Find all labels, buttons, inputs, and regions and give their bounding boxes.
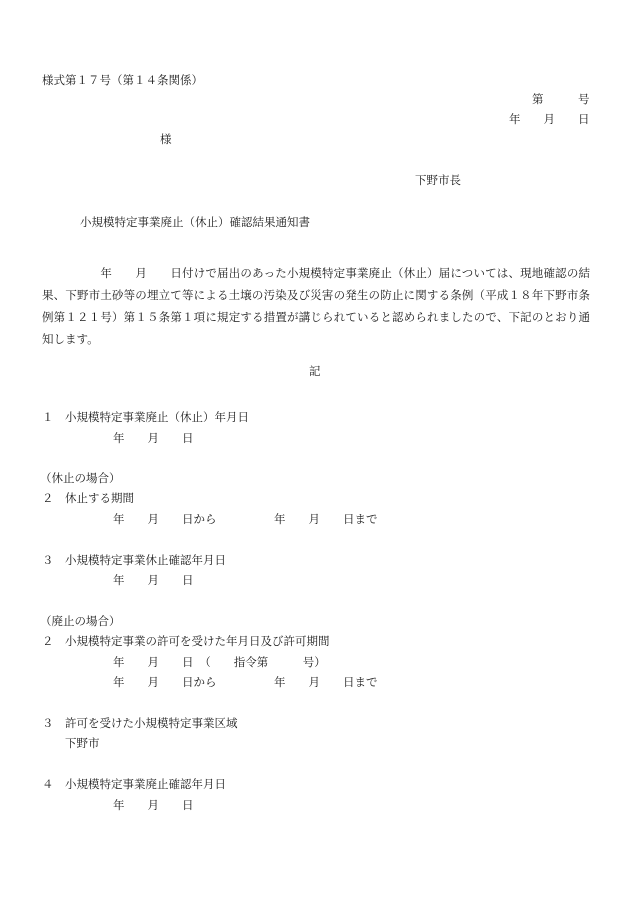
abolition-item-3-value: 下野市 [65,736,100,750]
suspension-item-2-label: ２ 休止する期間 [42,491,134,505]
abolition-item-4-date: 年 月 日 [113,798,194,812]
suspension-item-3-date: 年 月 日 [113,573,194,587]
item-1-date: 年 月 日 [113,431,194,445]
ki-heading: 記 [309,364,321,378]
abolition-heading: （廃止の場合） [40,614,121,628]
suspension-heading: （休止の場合） [40,471,121,485]
abolition-item-2-date: 年 月 日 （ 指令第 号） [113,655,326,669]
item-1-label: １ 小規模特定事業廃止（休止）年月日 [42,410,249,424]
abolition-item-2-label: ２ 小規模特定事業の許可を受けた年月日及び許可期間 [42,634,330,648]
abolition-item-3-label: ３ 許可を受けた小規模特定事業区域 [42,716,238,730]
issuer-name: 下野市長 [415,173,461,187]
suspension-item-2-period: 年 月 日から 年 月 日まで [113,512,378,526]
abolition-item-4-label: ４ 小規模特定事業廃止確認年月日 [42,777,226,791]
document-title: 小規模特定事業廃止（休止）確認結果通知書 [80,215,310,229]
document-number: 第 号 [532,92,590,106]
form-number: 様式第１７号（第１４条関係） [42,73,203,87]
body-paragraph: 年 月 日付けで届出のあった小規模特定事業廃止（休止）届については、現地確認の結果、下野市土砂等の埋立て等による土壌の汚染及び災害の発生の防止に関する条例（平成１８年下野市条例第１２１号）第１５条第１項に規定する措置が講じられていると認められましたので、下記のとおり通知します。 [42,266,590,346]
suspension-item-3-label: ３ 小規模特定事業休止確認年月日 [42,553,226,567]
abolition-item-2-period: 年 月 日から 年 月 日まで [113,675,378,689]
addressee-sama: 様 [160,132,172,146]
issue-date: 年 月 日 [509,112,590,126]
